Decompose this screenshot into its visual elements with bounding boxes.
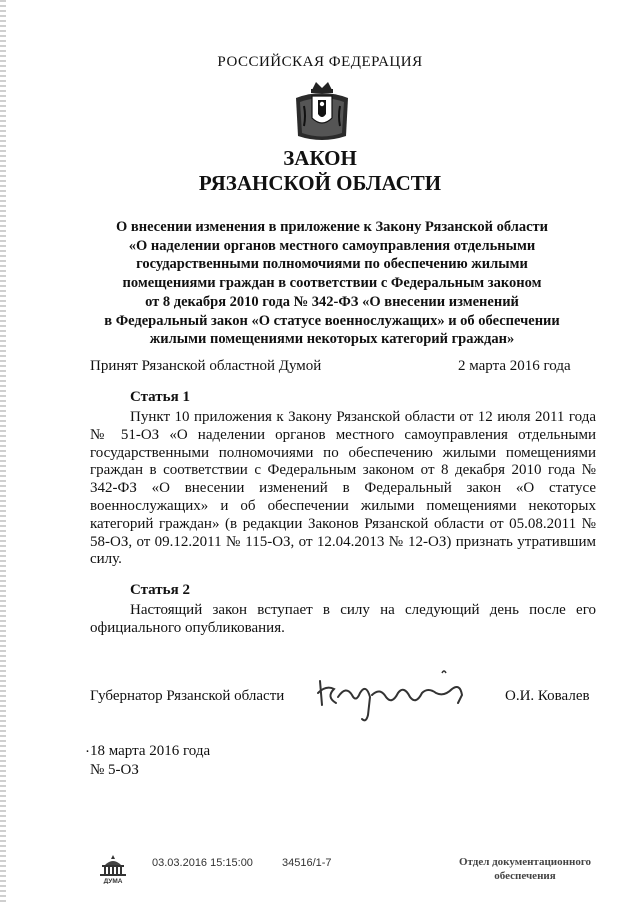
law-title-line1: ЗАКОН (283, 146, 357, 170)
margin-dot: · (85, 744, 90, 760)
duma-building-icon (94, 854, 132, 884)
subject-line: государственными полномочиями по обеспечению жилыми (136, 256, 528, 273)
coat-of-arms-icon (292, 80, 352, 144)
law-title-line2: РЯЗАНСКОЙ ОБЛАСТИ (198, 171, 442, 195)
footer-registration: 34516/1-7 (282, 857, 332, 869)
article-2-text: Настоящий закон вступает в силу на следующий день после его официального опубликования. (90, 602, 596, 636)
adopted-by: Принят Рязанской областной Думой (90, 358, 322, 374)
subject-line: «О наделении органов местного самоуправления отдельными (128, 237, 536, 254)
subject-line: от 8 декабря 2010 года № 342-ФЗ «О внесении изменений (145, 293, 519, 310)
handwritten-signature-icon (312, 663, 480, 729)
scan-edge (0, 0, 6, 905)
article-2-heading: Статья 2 (130, 582, 190, 598)
footer-department-line2: обеспечения (494, 870, 556, 882)
governor-title: Губернатор Рязанской области (90, 688, 285, 704)
article-1-text: Пункт 10 приложения к Закону Рязанской области от 12 июля 2011 года № 51-ОЗ «О наделении органов местного самоуправления отдельными государственными полномочиями по обеспечению жилыми помещениями граждан в соответствии с Федеральным законом от 8 декабря 2010 года № 342-ФЗ «О внесении изменений в Федеральный закон «О статусе военнослужащих» и об обеспечении жилыми помещениями некоторых категорий граждан» (в редакции Законов Рязанской области от 05.08.2011 № 58-ОЗ, от 09.12.2011 № 115-ОЗ, от 12.04.2013 № 12-ОЗ) признать утратившим силу. (90, 409, 596, 568)
subject-line: в Федеральный закон «О статусе военнослужащих» и об обеспечении (104, 312, 560, 329)
footer-timestamp: 03.03.2016 15:15:00 (152, 857, 253, 869)
law-number: № 5-ОЗ (90, 762, 139, 778)
subject-line: О внесении изменения в приложение к Закону Рязанской области (115, 219, 549, 235)
governor-name: О.И. Ковалев (505, 688, 590, 704)
article-1-heading: Статья 1 (130, 389, 190, 405)
law-title (0, 146, 640, 196)
footer-department-line1: Отдел документационного (458, 856, 592, 868)
duma-logo-text: ДУМА (103, 878, 123, 884)
subject-line: жилыми помещениями некоторых категорий граждан» (149, 331, 515, 348)
subject-line: помещениями граждан в соответствии с Федеральным законом (122, 275, 542, 292)
law-subject (70, 218, 594, 349)
country-name: РОССИЙСКАЯ ФЕДЕРАЦИЯ (217, 54, 423, 70)
issue-date: 18 марта 2016 года (90, 743, 211, 759)
footer-department (440, 855, 610, 883)
adoption-date: 2 марта 2016 года (458, 358, 571, 374)
